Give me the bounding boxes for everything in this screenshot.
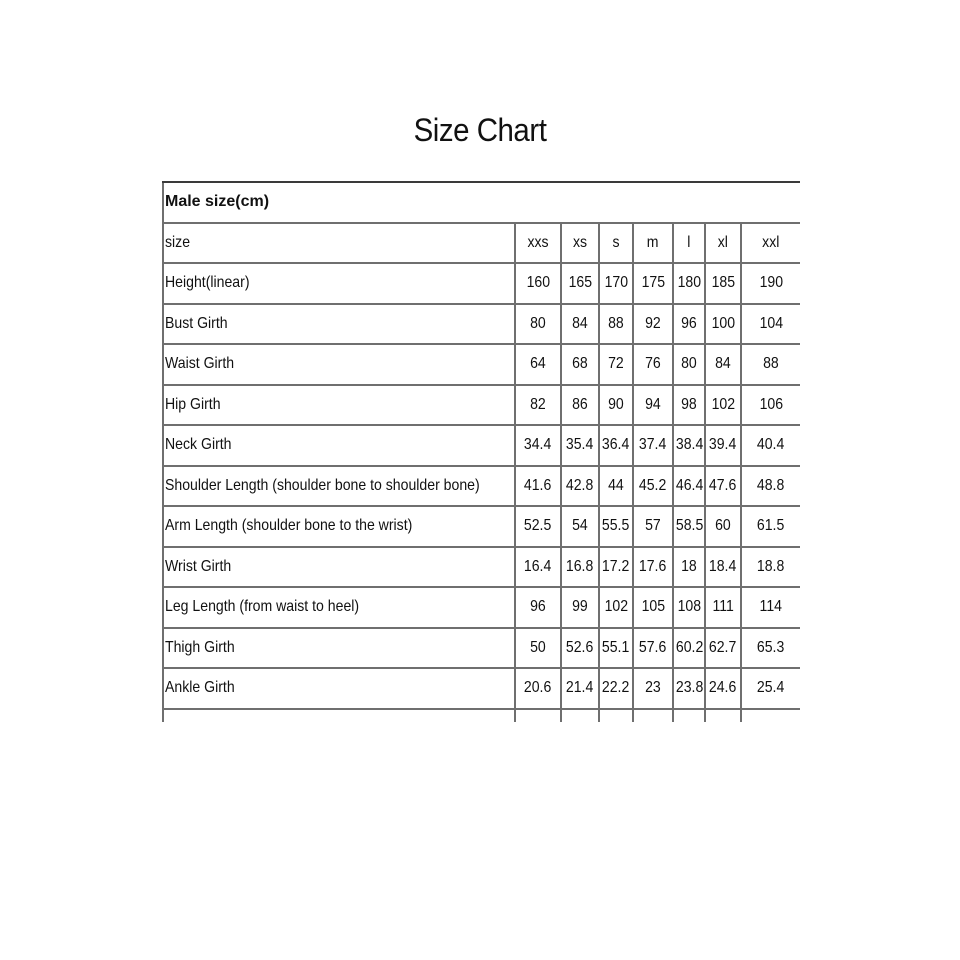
size-cell: xxs (515, 223, 561, 264)
value-cell: 45.2 (633, 466, 673, 507)
value-cell: 170 (599, 263, 633, 304)
value-cell: 114 (741, 587, 800, 628)
value-cell: 18.4 (705, 547, 741, 588)
value-cell: 41.6 (515, 466, 561, 507)
size-chart-table (162, 181, 800, 722)
table-row (163, 506, 800, 547)
row-label: Hip Girth (163, 385, 515, 426)
size-cell: s (599, 223, 633, 264)
value-cell: 98 (673, 385, 705, 426)
value-cell: 21.4 (561, 668, 599, 709)
value-cell: 16.4 (515, 547, 561, 588)
value-cell: 61.5 (741, 506, 800, 547)
table-row (163, 304, 800, 345)
empty-cell (599, 709, 633, 722)
value-cell: 55.5 (599, 506, 633, 547)
value-cell: 102 (705, 385, 741, 426)
value-cell: 104 (741, 304, 800, 345)
row-label: Arm Length (shoulder bone to the wrist) (163, 506, 515, 547)
value-cell: 54 (561, 506, 599, 547)
value-cell: 16.8 (561, 547, 599, 588)
table-row (163, 263, 800, 304)
table-row (163, 425, 800, 466)
value-cell: 165 (561, 263, 599, 304)
value-cell: 64 (515, 344, 561, 385)
table-header: Male size(cm) (163, 182, 800, 223)
value-cell: 80 (673, 344, 705, 385)
row-label: Ankle Girth (163, 668, 515, 709)
value-cell: 190 (741, 263, 800, 304)
value-cell: 40.4 (741, 425, 800, 466)
value-cell: 84 (561, 304, 599, 345)
value-cell: 96 (515, 587, 561, 628)
empty-cell (633, 709, 673, 722)
value-cell: 106 (741, 385, 800, 426)
value-cell: 18.8 (741, 547, 800, 588)
empty-cell (163, 709, 515, 722)
value-cell: 24.6 (705, 668, 741, 709)
value-cell: 47.6 (705, 466, 741, 507)
table-row (163, 344, 800, 385)
value-cell: 36.4 (599, 425, 633, 466)
row-label: Leg Length (from waist to heel) (163, 587, 515, 628)
value-cell: 90 (599, 385, 633, 426)
size-cell: l (673, 223, 705, 264)
value-cell: 58.5 (673, 506, 705, 547)
value-cell: 160 (515, 263, 561, 304)
value-cell: 52.6 (561, 628, 599, 669)
size-cell: m (633, 223, 673, 264)
value-cell: 62.7 (705, 628, 741, 669)
value-cell: 185 (705, 263, 741, 304)
value-cell: 22.2 (599, 668, 633, 709)
table-row (163, 385, 800, 426)
value-cell: 23 (633, 668, 673, 709)
value-cell: 86 (561, 385, 599, 426)
value-cell: 111 (705, 587, 741, 628)
table-row (163, 547, 800, 588)
empty-cell (741, 709, 800, 722)
size-cell: xxl (741, 223, 800, 264)
empty-cell (705, 709, 741, 722)
value-cell: 57 (633, 506, 673, 547)
value-cell: 46.4 (673, 466, 705, 507)
row-label: Shoulder Length (shoulder bone to shoulder bone) (163, 466, 515, 507)
value-cell: 37.4 (633, 425, 673, 466)
empty-cell (673, 709, 705, 722)
value-cell: 42.8 (561, 466, 599, 507)
value-cell: 92 (633, 304, 673, 345)
value-cell: 82 (515, 385, 561, 426)
value-cell: 88 (741, 344, 800, 385)
value-cell: 25.4 (741, 668, 800, 709)
value-cell: 44 (599, 466, 633, 507)
row-label: Wrist Girth (163, 547, 515, 588)
value-cell: 23.8 (673, 668, 705, 709)
value-cell: 94 (633, 385, 673, 426)
value-cell: 35.4 (561, 425, 599, 466)
row-label: Waist Girth (163, 344, 515, 385)
table-header-row (163, 182, 800, 223)
value-cell: 180 (673, 263, 705, 304)
value-cell: 17.6 (633, 547, 673, 588)
value-cell: 18 (673, 547, 705, 588)
empty-cell (515, 709, 561, 722)
table-row-cropped (163, 709, 800, 722)
value-cell: 48.8 (741, 466, 800, 507)
row-label: Bust Girth (163, 304, 515, 345)
size-chart-table-container (162, 181, 800, 741)
value-cell: 80 (515, 304, 561, 345)
value-cell: 55.1 (599, 628, 633, 669)
table-row (163, 587, 800, 628)
value-cell: 34.4 (515, 425, 561, 466)
value-cell: 96 (673, 304, 705, 345)
table-row (163, 466, 800, 507)
value-cell: 108 (673, 587, 705, 628)
value-cell: 60.2 (673, 628, 705, 669)
value-cell: 52.5 (515, 506, 561, 547)
empty-cell (561, 709, 599, 722)
row-label: Height(linear) (163, 263, 515, 304)
value-cell: 50 (515, 628, 561, 669)
value-cell: 100 (705, 304, 741, 345)
size-row-label: size (163, 223, 515, 264)
value-cell: 99 (561, 587, 599, 628)
value-cell: 20.6 (515, 668, 561, 709)
size-cell: xl (705, 223, 741, 264)
value-cell: 76 (633, 344, 673, 385)
value-cell: 102 (599, 587, 633, 628)
size-cell: xs (561, 223, 599, 264)
value-cell: 84 (705, 344, 741, 385)
table-row (163, 628, 800, 669)
size-row (163, 223, 800, 264)
row-label: Thigh Girth (163, 628, 515, 669)
value-cell: 88 (599, 304, 633, 345)
value-cell: 65.3 (741, 628, 800, 669)
value-cell: 38.4 (673, 425, 705, 466)
value-cell: 57.6 (633, 628, 673, 669)
value-cell: 175 (633, 263, 673, 304)
value-cell: 68 (561, 344, 599, 385)
value-cell: 17.2 (599, 547, 633, 588)
value-cell: 72 (599, 344, 633, 385)
page-title: Size Chart (413, 112, 547, 148)
value-cell: 60 (705, 506, 741, 547)
table-row (163, 668, 800, 709)
row-label: Neck Girth (163, 425, 515, 466)
value-cell: 39.4 (705, 425, 741, 466)
value-cell: 105 (633, 587, 673, 628)
